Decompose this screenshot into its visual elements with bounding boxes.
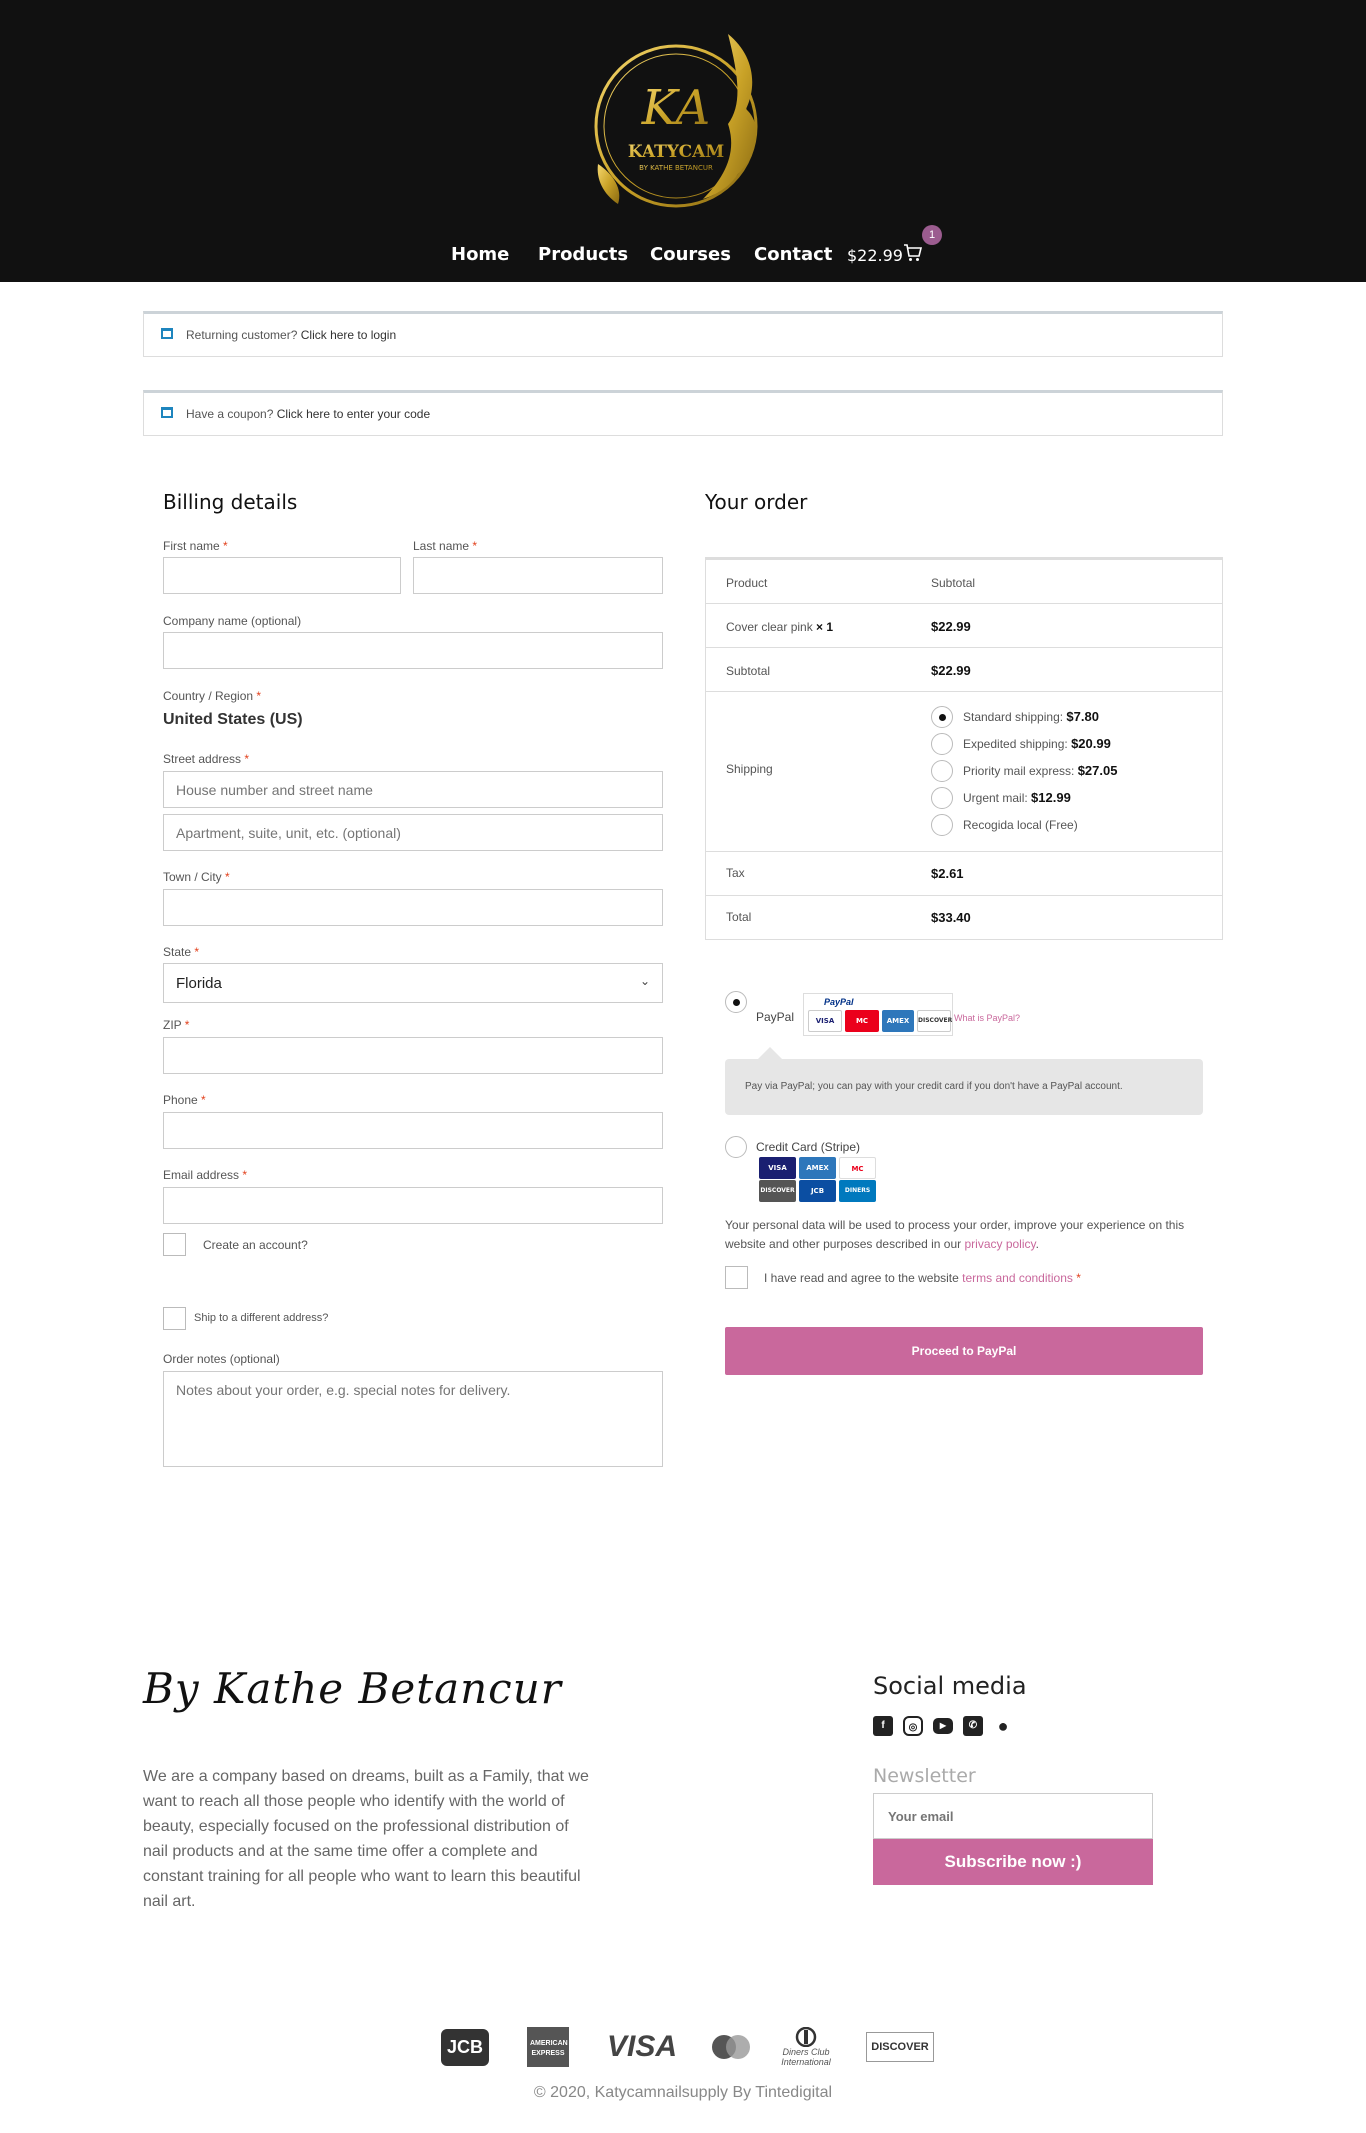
zip-input[interactable]: [163, 1037, 663, 1074]
instagram-icon[interactable]: ◎: [903, 1716, 923, 1736]
svg-text:KA: KA: [641, 80, 711, 136]
ship-different-checkbox[interactable]: [163, 1307, 186, 1330]
newsletter-email-input[interactable]: [873, 1793, 1153, 1839]
shipping-option-label: Recogida local (Free): [963, 818, 1078, 832]
country-label: Country / Region *: [163, 689, 262, 703]
diners-logo: Diners Club International: [778, 2026, 834, 2068]
tax-row: [706, 852, 1222, 896]
phone-input[interactable]: [163, 1112, 663, 1149]
amex-icon: AMEX: [799, 1157, 836, 1179]
diners-icon: DINERS: [839, 1180, 876, 1202]
about-text: We are a company based on dreams, built as a Family, that we want to reach all those people who identify with the world of beauty, especially focused on the professional distribution of nail products and at the same time offer a complete and constant training for all people who want to learn this beautiful nail art.: [143, 1768, 589, 1910]
order-title: Your order: [705, 490, 808, 514]
amex-logo: AMERICAN EXPRESS: [527, 2026, 569, 2068]
order-notes-textarea[interactable]: [163, 1371, 663, 1467]
amex-icon: AMEX: [882, 1010, 914, 1032]
shipping-option-radio[interactable]: [931, 787, 953, 809]
stripe-label: Credit Card (Stripe): [756, 1140, 861, 1154]
terms-link[interactable]: terms and conditions: [962, 1271, 1073, 1285]
paypal-description-box: Pay via PayPal; you can pay with your credit card if you don't have a PayPal account.: [725, 1059, 1203, 1115]
mastercard-icon: MC: [839, 1157, 876, 1179]
svg-text:KATYCAM: KATYCAM: [627, 142, 725, 162]
cart-total[interactable]: $22.99: [847, 246, 903, 265]
nav-home[interactable]: Home: [451, 244, 510, 265]
info-icon: [161, 407, 173, 418]
newsletter-title: Newsletter: [873, 1765, 976, 1787]
privacy-notice: Your personal data will be used to process your order, improve your experience on this website and other purposes described in our privacy policy.: [725, 1218, 1185, 1251]
state-select[interactable]: [163, 963, 663, 1003]
social-title: Social media: [873, 1672, 1027, 1700]
shipping-option-radio[interactable]: [931, 706, 953, 728]
proceed-to-paypal-button[interactable]: Proceed to PayPal: [725, 1327, 1203, 1375]
login-link[interactable]: Click here to login: [300, 328, 397, 342]
returning-customer-notice: [143, 311, 1223, 357]
total-value: $33.40: [931, 910, 971, 925]
visa-icon: VISA: [759, 1157, 796, 1179]
last-name-input[interactable]: [413, 557, 663, 594]
shipping-option-label: Priority mail express: $27.05: [963, 763, 1118, 778]
coupon-notice: [143, 390, 1223, 436]
shipping-option-radio[interactable]: [931, 814, 953, 836]
youtube-icon[interactable]: ▶: [933, 1718, 953, 1734]
discover-icon: DISCOVER: [917, 1010, 951, 1032]
paypal-logo: PayPal: [824, 997, 854, 1007]
terms-checkbox[interactable]: [725, 1266, 748, 1289]
mastercard-logo: [708, 2026, 754, 2068]
shipping-option-radio[interactable]: [931, 760, 953, 782]
facebook-icon[interactable]: f: [873, 1716, 893, 1736]
what-is-paypal-link[interactable]: What is PayPal?: [954, 1013, 1021, 1023]
city-input[interactable]: [163, 889, 663, 926]
last-name-label: Last name *: [413, 539, 478, 553]
site-logo[interactable]: [578, 14, 788, 214]
jcb-icon: JCB: [799, 1180, 836, 1202]
first-name-input[interactable]: [163, 557, 401, 594]
visa-icon: VISA: [808, 1010, 842, 1032]
street-label: Street address *: [163, 752, 250, 766]
nav-courses[interactable]: Courses: [650, 244, 731, 265]
returning-text: Returning customer?: [186, 328, 301, 342]
subtotal-label: Subtotal: [726, 664, 771, 678]
copyright: © 2020, Katycamnailsupply By Tintedigital: [533, 2084, 833, 2101]
subtotal-value: $22.99: [931, 663, 971, 678]
mastercard-icon: MC: [845, 1010, 879, 1032]
table-header-row: [706, 560, 1222, 604]
svg-text:BY KATHE BETANCUR: BY KATHE BETANCUR: [639, 164, 713, 172]
jcb-logo: JCB: [437, 2026, 493, 2068]
company-label: Company name (optional): [163, 614, 302, 628]
item-price: $22.99: [931, 619, 971, 634]
cart-count-badge: 1: [922, 225, 942, 245]
paypal-radio[interactable]: [725, 991, 747, 1013]
user-icon[interactable]: ●: [993, 1716, 1013, 1736]
email-label: Email address *: [163, 1168, 248, 1182]
country-value: United States (US): [163, 711, 303, 728]
nav-contact[interactable]: Contact: [754, 244, 833, 265]
zip-label: ZIP *: [163, 1018, 190, 1032]
terms-label: I have read and agree to the website terms and conditions *: [764, 1271, 1081, 1285]
state-label: State *: [163, 945, 200, 959]
info-icon: [161, 328, 173, 339]
order-review-table: [705, 557, 1223, 940]
phone-icon[interactable]: ✆: [963, 1716, 983, 1736]
signature-logo: By Kathe Betancur: [143, 1664, 562, 1713]
order-notes-label: Order notes (optional): [163, 1352, 280, 1366]
shipping-option-label: Expedited shipping: $20.99: [963, 736, 1111, 751]
paypal-label: PayPal: [756, 1010, 795, 1024]
discover-icon: DISCOVER: [759, 1180, 796, 1202]
subtotal-row: [706, 648, 1222, 692]
shipping-option-label: Standard shipping: $7.80: [963, 709, 1099, 724]
nav-products[interactable]: Products: [538, 244, 629, 265]
street-input[interactable]: [163, 771, 663, 808]
company-input[interactable]: [163, 632, 663, 669]
total-label: Total: [726, 910, 752, 924]
coupon-text: Have a coupon?: [186, 407, 277, 421]
subscribe-button[interactable]: Subscribe now :): [873, 1839, 1153, 1885]
privacy-policy-link[interactable]: privacy policy: [964, 1237, 1036, 1251]
shipping-label: Shipping: [726, 762, 773, 776]
cart-icon[interactable]: [903, 243, 923, 268]
stripe-radio[interactable]: [725, 1136, 747, 1158]
total-row: [706, 896, 1222, 940]
tax-label: Tax: [726, 866, 745, 880]
ship-different-label: Ship to a different address?: [194, 1312, 329, 1324]
create-account-checkbox[interactable]: [163, 1233, 186, 1256]
phone-label: Phone *: [163, 1093, 206, 1107]
paypal-acceptance-mark: [803, 993, 953, 1036]
create-account-label: Create an account?: [203, 1238, 308, 1252]
coupon-link[interactable]: Click here to enter your code: [276, 407, 431, 421]
visa-logo: VISA: [606, 2030, 678, 2063]
col-subtotal: Subtotal: [931, 576, 976, 590]
apartment-input[interactable]: [163, 814, 663, 851]
shipping-row: [706, 692, 1222, 852]
tax-value: $2.61: [931, 866, 964, 881]
col-product: Product: [726, 576, 768, 590]
city-label: Town / City *: [163, 870, 230, 884]
paypal-description-arrow: [758, 1047, 782, 1059]
discover-logo: DISCOVER: [868, 2026, 932, 2068]
first-name-label: First name *: [163, 539, 228, 553]
shipping-option-label: Urgent mail: $12.99: [963, 790, 1071, 805]
chevron-down-icon: ⌄: [639, 974, 650, 988]
item-name: Cover clear pink × 1: [726, 620, 834, 634]
email-input[interactable]: [163, 1187, 663, 1224]
state-value: Florida: [176, 975, 222, 992]
billing-title: Billing details: [163, 490, 298, 514]
site-header: [0, 0, 1366, 282]
shipping-option-radio[interactable]: [931, 733, 953, 755]
cart-item-row: [706, 604, 1222, 648]
